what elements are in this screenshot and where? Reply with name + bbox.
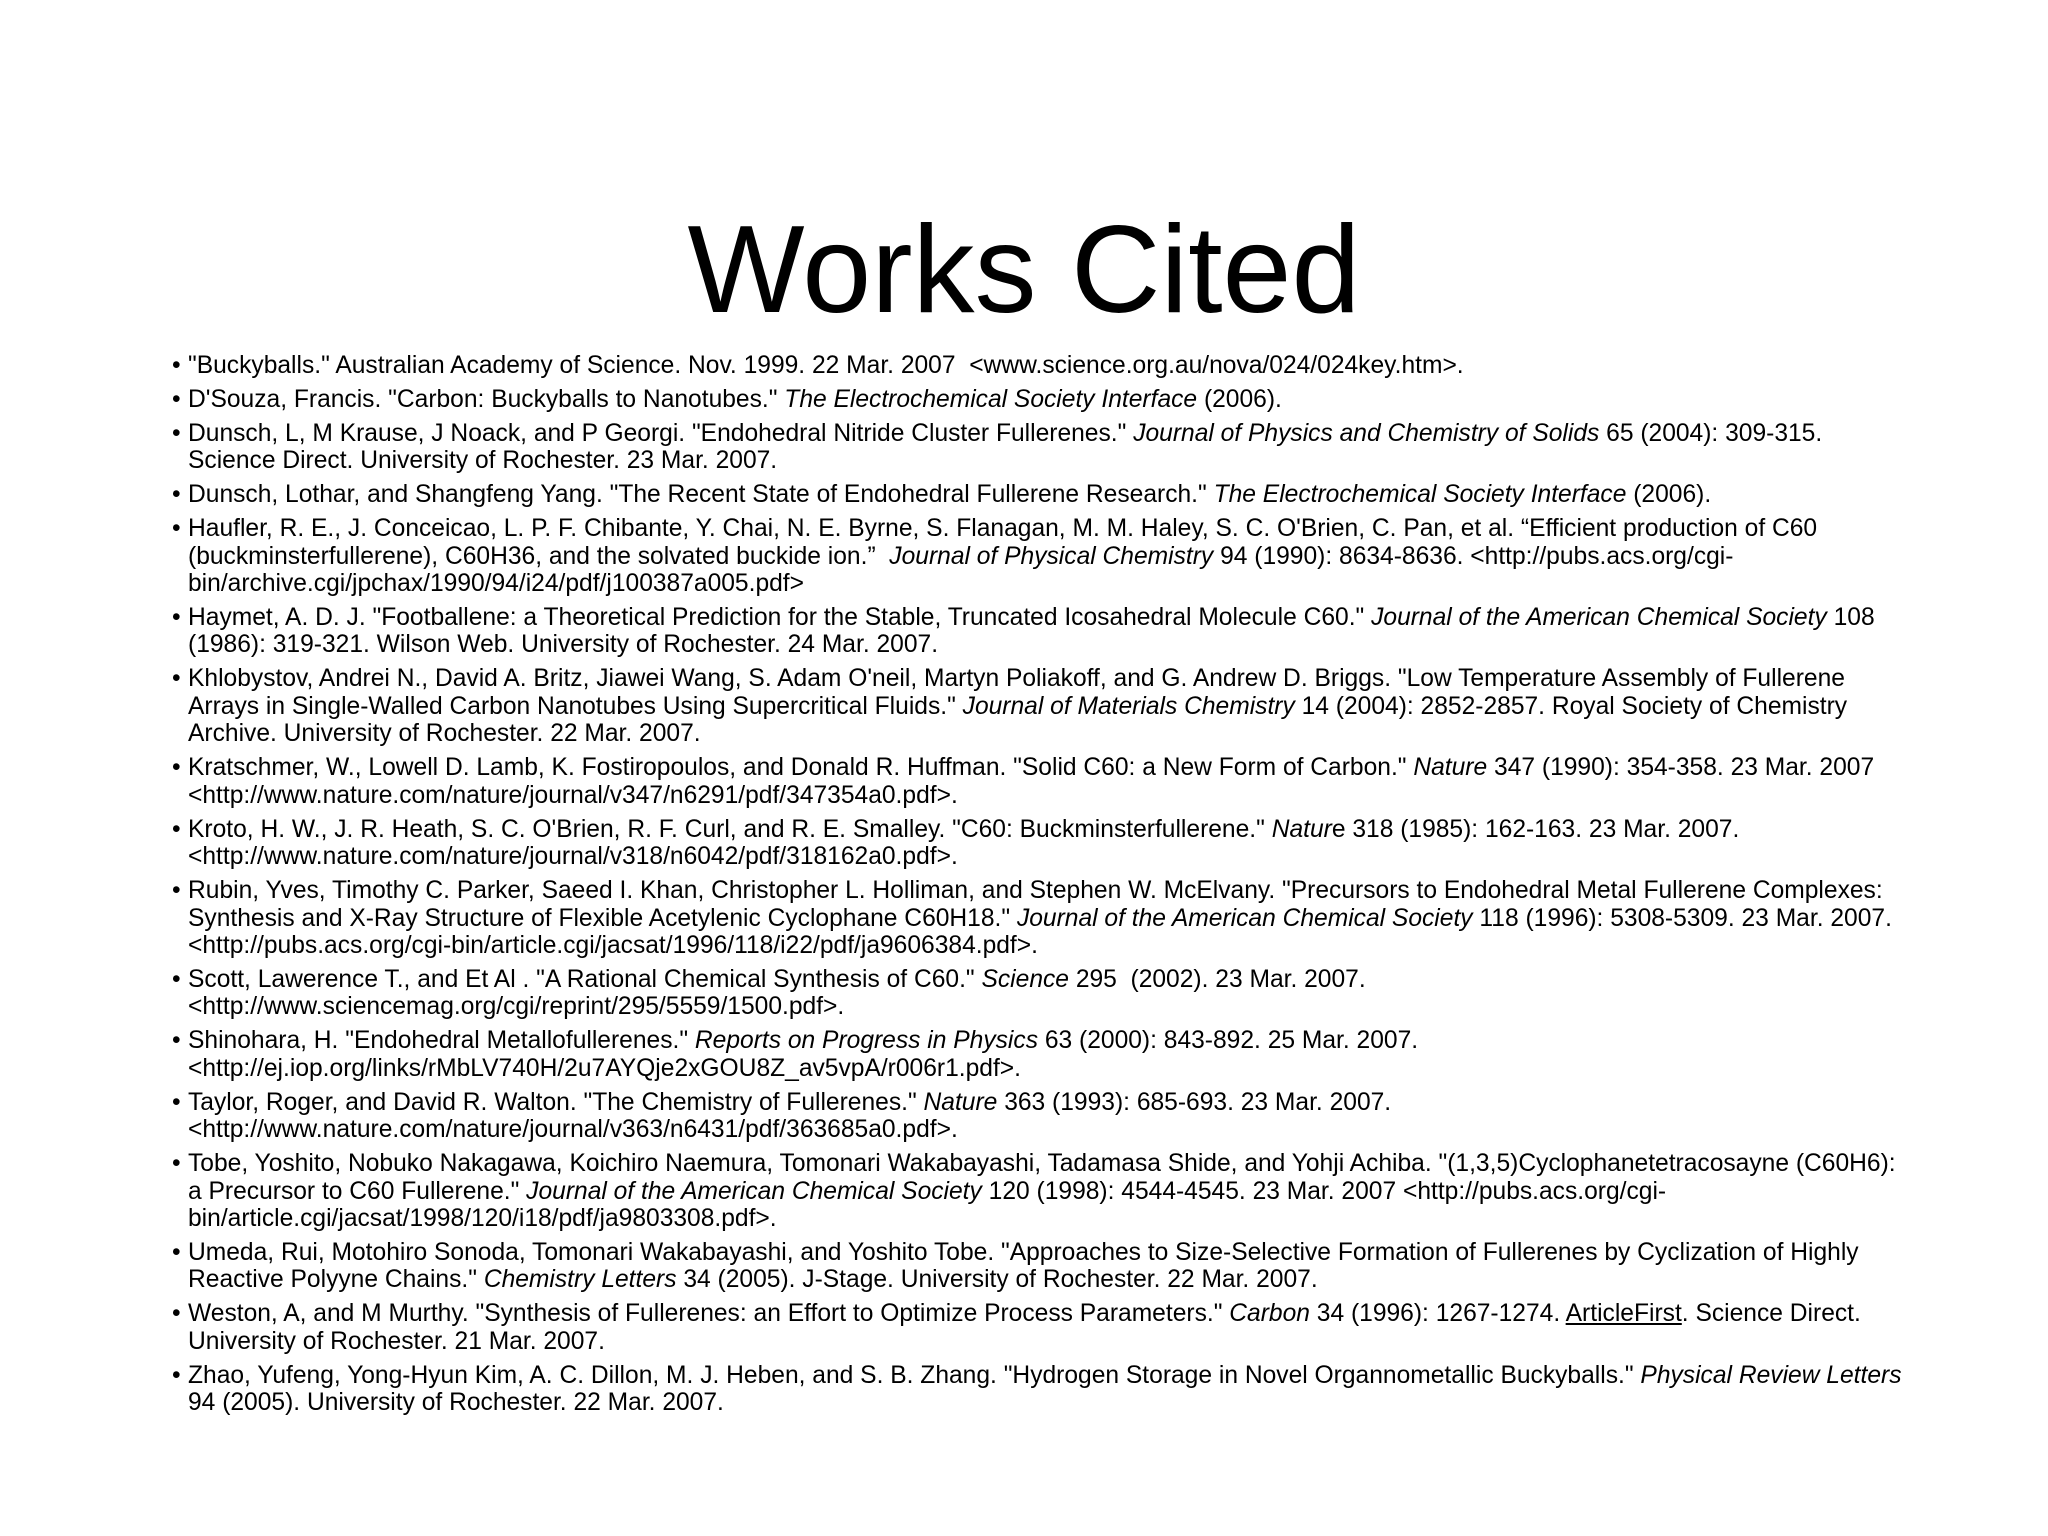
reference-text: Shinohara, H. "Endohedral Metallofullerenes." (188, 1027, 695, 1055)
list-item (172, 1150, 1912, 1233)
journal-title: Journal of Materials Chemistry (962, 692, 1295, 720)
bullet-icon: • (172, 1238, 181, 1266)
list-item (172, 604, 1912, 659)
journal-title: Journal of Physics and Chemistry of Solids (1133, 419, 1600, 447)
list-item (172, 1300, 1912, 1355)
reference-details: 94 (2005). University of Rochester. 22 Mar. 2007. (188, 1389, 724, 1417)
reference-text: Kroto, H. W., J. R. Heath, S. C. O'Brien, R. F. Curl, and R. E. Smalley. "C60: Buckminsterfullerene." (188, 815, 1272, 843)
list-item (172, 481, 1912, 509)
journal-title: Carbon (1229, 1300, 1310, 1328)
bullet-icon: • (172, 515, 181, 543)
reference-text: Dunsch, Lothar, and Shangfeng Yang. "The Recent State of Endohedral Fullerene Research." (188, 481, 1214, 509)
journal-title: Chemistry Letters (483, 1266, 677, 1294)
bullet-icon: • (172, 665, 181, 693)
reference-text: Rubin, Yves, Timothy C. Parker, Saeed I. Khan, Christopher L. Holliman, and Stephen W. McElvany. "Precursors to Endohedral Metal Fullerene Complexes: Synthesis and X-Ray Structure of Flexible Acetylenic Cyclophane C60H18." (188, 877, 1883, 932)
list-item (172, 515, 1912, 598)
reference-details: 14 (2004): 2852-2857. Royal Society of Chemistry Archive. University of Rochester. 22 Mar. 2007. (188, 692, 1848, 748)
bullet-icon: • (172, 1300, 181, 1328)
reference-text: Khlobystov, Andrei N., David A. Britz, Jiawei Wang, S. Adam O'neil, Martyn Poliakoff, and G. Andrew D. Briggs. "Low Temperature Assembly of Fullerene Arrays in Single-Walled Carbon Nanotubes Using Supercritical Fluids." (188, 665, 1845, 720)
reference-text: "Buckyballs." Australian Academy of Science. Nov. 1999. 22 Mar. 2007 <www.science.org.au/nova/024/024key.htm>. (188, 352, 1464, 379)
journal-title: Journal of the American Chemical Society (1371, 603, 1827, 631)
bullet-icon: • (172, 754, 181, 782)
reference-text: Tobe, Yoshito, Nobuko Nakagawa, Koichiro Naemura, Tomonari Wakabayashi, Tadamasa Shide, and Yohji Achiba. "(1,3,5)Cyclophanetetracosayne (C60H6): a Precursor to C60 Fullerene." (188, 1150, 1896, 1205)
reference-details: 295 (2002). 23 Mar. 2007. <http://www.sciencemag.org/cgi/reprint/295/5559/1500.pdf>. (188, 965, 1366, 1021)
page-title: Works Cited (687, 201, 1361, 339)
reference-details: 63 (2000): 843-892. 25 Mar. 2007. <http://ej.iop.org/links/rMbLV740H/2u7AYQje2xGOU8Z_av5vpA/r006r1.pdf>. (188, 1027, 1419, 1082)
reference-text: Scott, Lawerence T., and Et Al . "A Rational Chemical Synthesis of C60." (188, 965, 982, 993)
bullet-icon: • (172, 419, 181, 447)
reference-text: Umeda, Rui, Motohiro Sonoda, Tomonari Wakabayashi, and Yoshito Tobe. "Approaches to Size-Selective Formation of Fullerenes by Cyclization of Highly Reactive Polyyne Chains." (188, 1238, 1859, 1294)
bullet-icon: • (172, 1088, 181, 1116)
list-item (172, 386, 1912, 414)
bullet-icon: • (172, 1150, 181, 1178)
list-item (172, 665, 1912, 748)
reference-details: 34 (1996): 1267-1274. (1309, 1300, 1566, 1328)
journal-title: The Electrochemical Society Interface (1213, 481, 1627, 509)
reference-details: 34 (2005). J-Stage. University of Rochester. 22 Mar. 2007. (676, 1266, 1318, 1294)
list-item (172, 420, 1912, 475)
journal-title: Science (981, 965, 1069, 993)
list-item (172, 877, 1912, 960)
bullet-icon: • (172, 1027, 181, 1055)
bullet-icon: • (172, 603, 181, 631)
reference-text: Haymet, A. D. J. "Footballene: a Theoretical Prediction for the Stable, Truncated Icosahedral Molecule C60." (188, 603, 1372, 631)
journal-title: Reports on Progress in Physics (694, 1027, 1038, 1055)
list-item (172, 1089, 1912, 1144)
journal-title: Nature (923, 1088, 998, 1116)
journal-title: Natur (1271, 815, 1332, 843)
journal-title: Physical Review Letters (1640, 1361, 1902, 1389)
list-item (172, 816, 1912, 871)
reference-details: 108 (1986): 319-321. Wilson Web. University of Rochester. 24 Mar. 2007. (188, 603, 1875, 659)
reference-details: 120 (1998): 4544-4545. 23 Mar. 2007 <http://pubs.acs.org/cgi-bin/article.cgi/jacsat/1998/120/i18/pdf/ja9803308.pdf>. (188, 1177, 1667, 1233)
reference-details: 347 (1990): 354-358. 23 Mar. 2007 <http://www.nature.com/nature/journal/v347/n6291/pdf/347354a0.pdf>. (188, 754, 1875, 809)
bullet-icon: • (172, 385, 181, 413)
reference-details: . Science Direct. University of Rochester. 21 Mar. 2007. (188, 1300, 1861, 1355)
reference-text: Weston, A, and M Murthy. "Synthesis of Fullerenes: an Effort to Optimize Process Parameters." (188, 1300, 1230, 1328)
reference-details: 118 (1996): 5308-5309. 23 Mar. 2007. <http://pubs.acs.org/cgi-bin/article.cgi/jacsat/1996/118/i22/pdf/ja9606384.pdf>. (188, 904, 1892, 960)
reference-text: Taylor, Roger, and David R. Walton. "The Chemistry of Fullerenes." (188, 1088, 924, 1116)
list-item (172, 1362, 1912, 1417)
bullet-icon: • (172, 877, 181, 905)
journal-title: Nature (1413, 754, 1488, 782)
journal-title: Journal of the American Chemical Society (1016, 904, 1473, 932)
bullet-icon: • (172, 481, 181, 509)
journal-title: The Electrochemical Society Interface (784, 385, 1198, 413)
reference-details: 65 (2004): 309-315. Science Direct. University of Rochester. 23 Mar. 2007. (188, 419, 1823, 475)
list-item (172, 1239, 1912, 1294)
bullet-icon: • (172, 965, 181, 993)
list-item (172, 966, 1912, 1021)
reference-list (172, 352, 1912, 1423)
reference-text: Zhao, Yufeng, Yong-Hyun Kim, A. C. Dillon, M. J. Heben, and S. B. Zhang. "Hydrogen Storage in Novel Organnometallic Buckyballs." (188, 1361, 1641, 1389)
list-item (172, 1027, 1912, 1082)
reference-details: (2006). (1626, 481, 1712, 509)
reference-text: D'Souza, Francis. "Carbon: Buckyballs to Nanotubes." (188, 385, 785, 413)
bullet-icon: • (172, 1361, 181, 1389)
reference-text: Dunsch, L, M Krause, J Noack, and P Georgi. "Endohedral Nitride Cluster Fullerenes." (188, 419, 1134, 447)
reference-details: (2006). (1197, 385, 1282, 413)
reference-details: 94 (1990): 8634-8636. <http://pubs.acs.org/cgi-bin/archive.cgi/jpchax/1990/94/i24/pdf/j100387a005.pdf> (188, 542, 1734, 598)
reference-details: e 318 (1985): 162-163. 23 Mar. 2007. <http://www.nature.com/nature/journal/v318/n6042/pdf/318162a0.pdf>. (188, 815, 1740, 871)
bullet-icon: • (172, 352, 181, 379)
reference-text: Haufler, R. E., J. Conceicao, L. P. F. Chibante, Y. Chai, N. E. Byrne, S. Flanagan, M. M. Haley, S. C. O'Brien, C. Pan, et al. “Efficient production of C60 (buckminsterfullerene), C60H36, and the solvated buckide ion.” (188, 515, 1818, 570)
articlefirst-link[interactable]: ArticleFirst (1565, 1300, 1682, 1328)
reference-text: Kratschmer, W., Lowell D. Lamb, K. Fostiropoulos, and Donald R. Huffman. "Solid C60: a New Form of Carbon." (188, 754, 1414, 782)
bullet-icon: • (172, 815, 181, 843)
journal-title: Journal of the American Chemical Society (526, 1177, 982, 1205)
journal-title: Journal of Physical Chemistry (889, 542, 1214, 570)
list-item (172, 352, 1912, 380)
list-item (172, 754, 1912, 809)
reference-details: 363 (1993): 685-693. 23 Mar. 2007. <http://www.nature.com/nature/journal/v363/n6431/pdf/363685a0.pdf>. (188, 1088, 1392, 1144)
